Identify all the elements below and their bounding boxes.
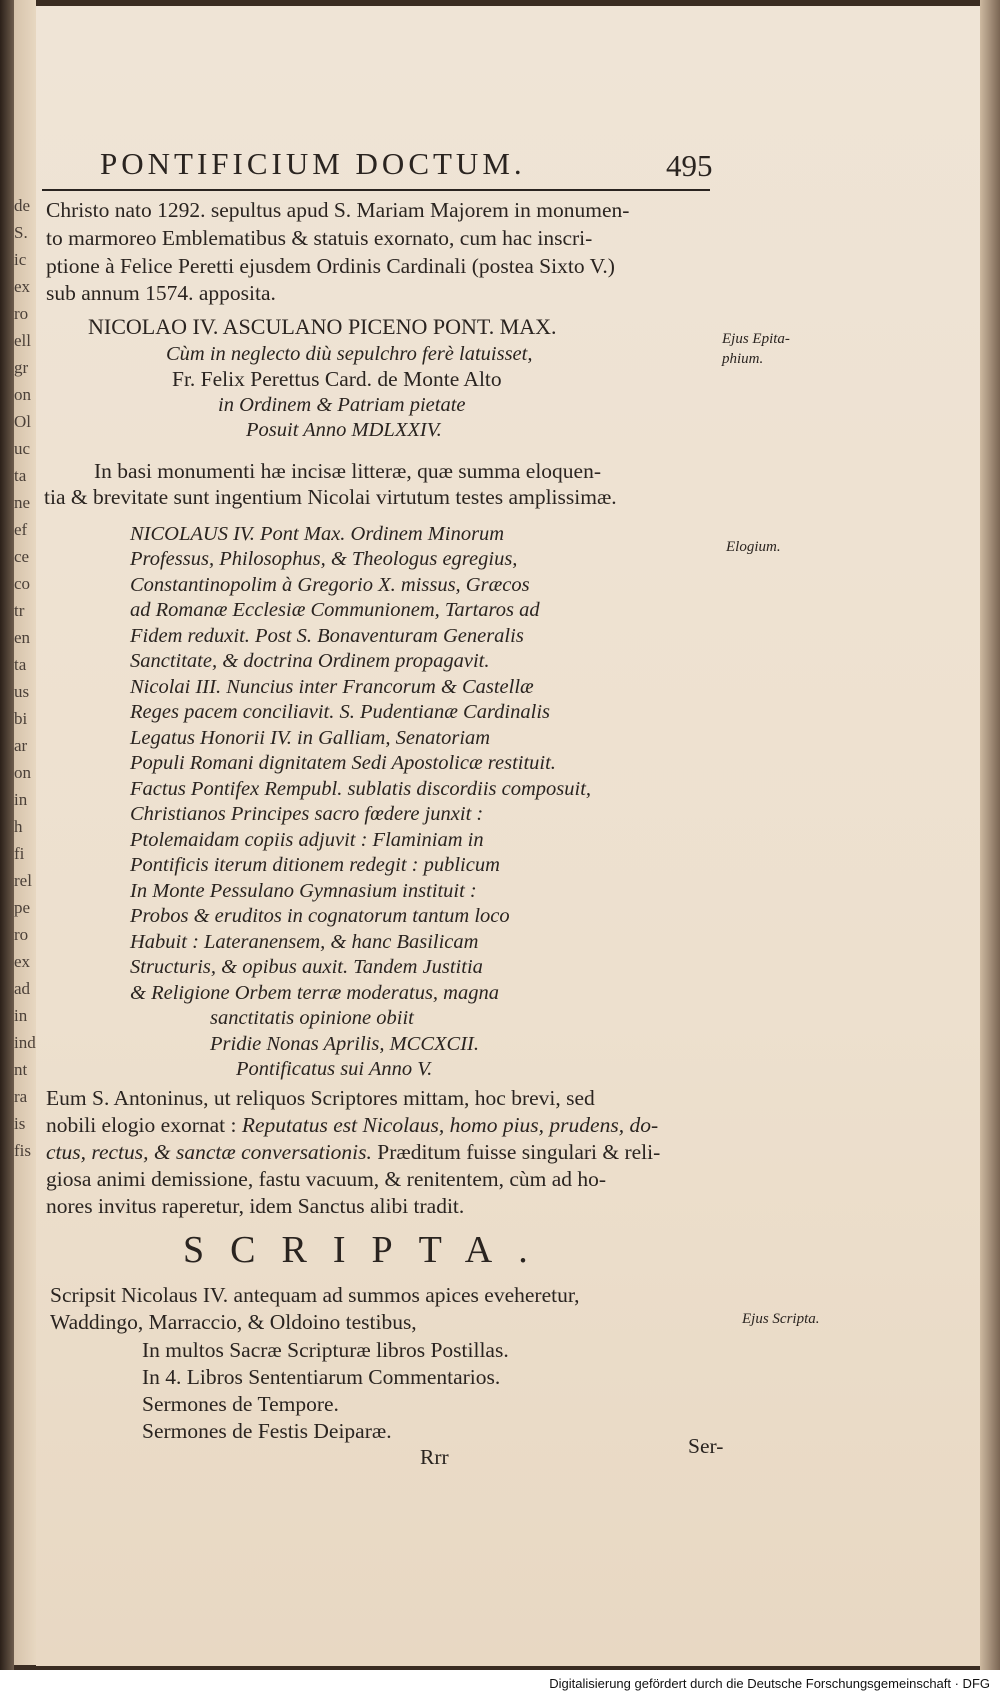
elogium-line: Structuris, & opibus auxit. Tandem Justitia — [130, 956, 483, 978]
elogium-line: Probos & eruditos in cognatorum tantum loco — [130, 905, 510, 927]
epitaph-line: Posuit Anno MDLXXIV. — [246, 419, 442, 441]
prev-page-fragment: us — [14, 682, 30, 701]
prev-page-fragment: bi — [14, 709, 28, 728]
basis-line: In basi monumenti hæ incisæ litteræ, quæ summa eloquen- — [94, 459, 601, 483]
basis-line: tia & brevitate sunt ingentium Nicolai virtutum testes amplissimæ. — [44, 485, 617, 509]
catchword: Ser- — [688, 1434, 724, 1458]
elogium-line: Professus, Philosophus, & Theologus egregius, — [130, 548, 518, 570]
running-title: PONTIFICIUM DOCTUM. — [100, 146, 526, 181]
page-number: 495 — [666, 148, 713, 183]
prev-page-fragment: gr — [14, 358, 29, 377]
antoninus-quote: Reputatus est Nicolaus, homo pius, prudens, do- — [241, 1113, 659, 1137]
prev-page-fragment: pe — [14, 898, 31, 917]
elogium-line: Nicolai III. Nuncius inter Francorum & Castellæ — [130, 676, 534, 698]
prev-page-fragment: S. — [14, 223, 28, 242]
intro-line: ptione à Felice Peretti ejusdem Ordinis Cardinali (postea Sixto V.) — [46, 254, 615, 278]
elogium-line: Legatus Honorii IV. in Galliam, Senatoriam — [130, 727, 491, 749]
prev-page-fragment: in — [14, 790, 28, 809]
elogium-line: & Religione Orbem terræ moderatus, magna — [130, 982, 499, 1004]
prev-page-fragment: on — [14, 763, 31, 782]
antoninus-text: Præditum fuisse singulari & reli- — [371, 1140, 661, 1164]
prev-page-fragment: ro — [14, 925, 29, 944]
prev-page-fragment: ex — [14, 277, 31, 296]
prev-page-fragment: ta — [14, 466, 27, 485]
elogium-line: sanctitatis opinione obiit — [210, 1007, 414, 1029]
elogium-line: Populi Romani dignitatem Sedi Apostolicæ restituit. — [130, 752, 556, 774]
antoninus-quote: ctus, rectus, & sanctæ conversationis. — [46, 1140, 372, 1164]
prev-page-fragment: Ol — [14, 412, 31, 431]
prev-page-fragment: fi — [14, 844, 25, 863]
epitaph-line: NICOLAO IV. ASCULANO PICENO PONT. MAX. — [88, 314, 557, 339]
prev-page-fragment: ta — [14, 655, 27, 674]
scripta-heading: SCRIPTA. — [183, 1229, 554, 1271]
elogium-line: ad Romanæ Ecclesiæ Communionem, Tartaros ad — [130, 599, 540, 621]
antoninus-line — [46, 1139, 660, 1165]
signature-mark: Rrr — [420, 1445, 449, 1469]
intro-line: Christo nato 1292. sepultus apud S. Mariam Majorem in monumen- — [46, 198, 630, 222]
prev-page-fragment: de — [14, 196, 31, 215]
antoninus-line: giosa animi demissione, fastu vacuum, & renitentem, cùm ad ho- — [46, 1167, 607, 1191]
header-rule — [42, 189, 710, 191]
epitaph-line: Cùm in neglecto diù sepulchro ferè latuisset, — [166, 343, 533, 365]
book-binding-shadow — [0, 0, 14, 1698]
antoninus-line — [46, 1112, 658, 1138]
elogium-line: NICOLAUS IV. Pont Max. Ordinem Minorum — [130, 523, 505, 545]
elogium-line: Fidem reduxit. Post S. Bonaventuram Generalis — [130, 625, 524, 647]
elogium-line: Reges pacem conciliavit. S. Pudentianæ Cardinalis — [130, 701, 550, 723]
elogium-line: Constantinopolim à Gregorio X. missus, Græcos — [130, 574, 530, 596]
prev-page-fragment: ell — [14, 331, 31, 350]
intro-line: sub annum 1574. apposita. — [46, 281, 276, 305]
banner-text: Digitalisierung gefördert durch die Deutsche Forschungsgemeinschaft · DFG — [549, 1676, 990, 1691]
prev-page-fragment: ra — [14, 1087, 28, 1106]
prev-page-fragment: ef — [14, 520, 28, 539]
prev-page-fragment: ro — [14, 304, 29, 323]
scripta-line: Sermones de Festis Deiparæ. — [142, 1419, 392, 1443]
prev-page-fragment: in — [14, 1006, 28, 1025]
intro-line: to marmoreo Emblematibus & statuis exornato, cum hac inscri- — [46, 226, 593, 250]
scripta-line: In 4. Libros Sententiarum Commentarios. — [142, 1365, 501, 1389]
elogium-line: Sanctitate, & doctrina Ordinem propagavit. — [130, 650, 490, 672]
epitaph-line: in Ordinem & Patriam pietate — [218, 394, 466, 416]
prev-page-fragment: ce — [14, 547, 30, 566]
prev-page-fragment: nt — [14, 1060, 28, 1079]
elogium-line: Christianos Principes sacro fœdere junxit : — [130, 803, 484, 825]
previous-page-edge — [14, 0, 36, 1665]
prev-page-fragment: ex — [14, 952, 31, 971]
elogium-line: Factus Pontifex Rempubl. sublatis discordiis composuit, — [130, 778, 592, 800]
scripta-line: Sermones de Tempore. — [142, 1392, 339, 1416]
prev-page-fragment: ind — [14, 1033, 36, 1052]
prev-page-fragment: rel — [14, 871, 32, 890]
prev-page-fragment: is — [14, 1114, 26, 1133]
prev-page-fragment: ar — [14, 736, 28, 755]
margin-note-elogium: Elogium. — [726, 539, 781, 555]
prev-page-fragment: on — [14, 385, 31, 404]
prev-page-fragment: co — [14, 574, 31, 593]
antoninus-line: Eum S. Antoninus, ut reliquos Scriptores mittam, hoc brevi, sed — [46, 1086, 595, 1110]
prev-page-fragment: fis — [14, 1141, 31, 1160]
margin-note-epitaph: Ejus Epita- — [722, 331, 790, 347]
elogium-line: Pontificatus sui Anno V. — [236, 1058, 433, 1080]
epitaph-line: Fr. Felix Perettus Card. de Monte Alto — [172, 367, 502, 391]
antoninus-text: nobili elogio exornat : — [46, 1113, 242, 1137]
elogium-line: In Monte Pessulano Gymnasium instituit : — [130, 880, 477, 902]
margin-note-epitaph: phium. — [722, 351, 764, 367]
scripta-line: Waddingo, Marraccio, & Oldoino testibus, — [50, 1310, 417, 1334]
digitization-banner — [0, 1670, 1000, 1698]
scripta-line: Scripsit Nicolaus IV. antequam ad summos apices eveheretur, — [50, 1283, 580, 1307]
prev-page-fragment: ic — [14, 250, 27, 269]
prev-page-fragment: en — [14, 628, 31, 647]
prev-page-fragment: h — [14, 817, 23, 836]
elogium-line: Ptolemaidam copiis adjuvit : Flaminiam in — [130, 829, 484, 851]
scripta-line: In multos Sacræ Scripturæ libros Postillas. — [142, 1338, 509, 1362]
prev-page-fragment: uc — [14, 439, 31, 458]
page-edge-right — [980, 0, 1000, 1670]
elogium-line: Pridie Nonas Aprilis, MCCXCII. — [210, 1033, 479, 1055]
antoninus-line: nores invitus raperetur, idem Sanctus alibi tradit. — [46, 1194, 465, 1218]
prev-page-fragment: ne — [14, 493, 31, 512]
margin-note-scripta: Ejus Scripta. — [742, 1311, 820, 1327]
elogium-line: Habuit : Lateranensem, & hanc Basilicam — [130, 931, 479, 953]
prev-page-fragment: tr — [14, 601, 25, 620]
elogium-line: Pontificis iterum ditionem redegit : publicum — [130, 854, 500, 876]
prev-page-fragment: ad — [14, 979, 31, 998]
